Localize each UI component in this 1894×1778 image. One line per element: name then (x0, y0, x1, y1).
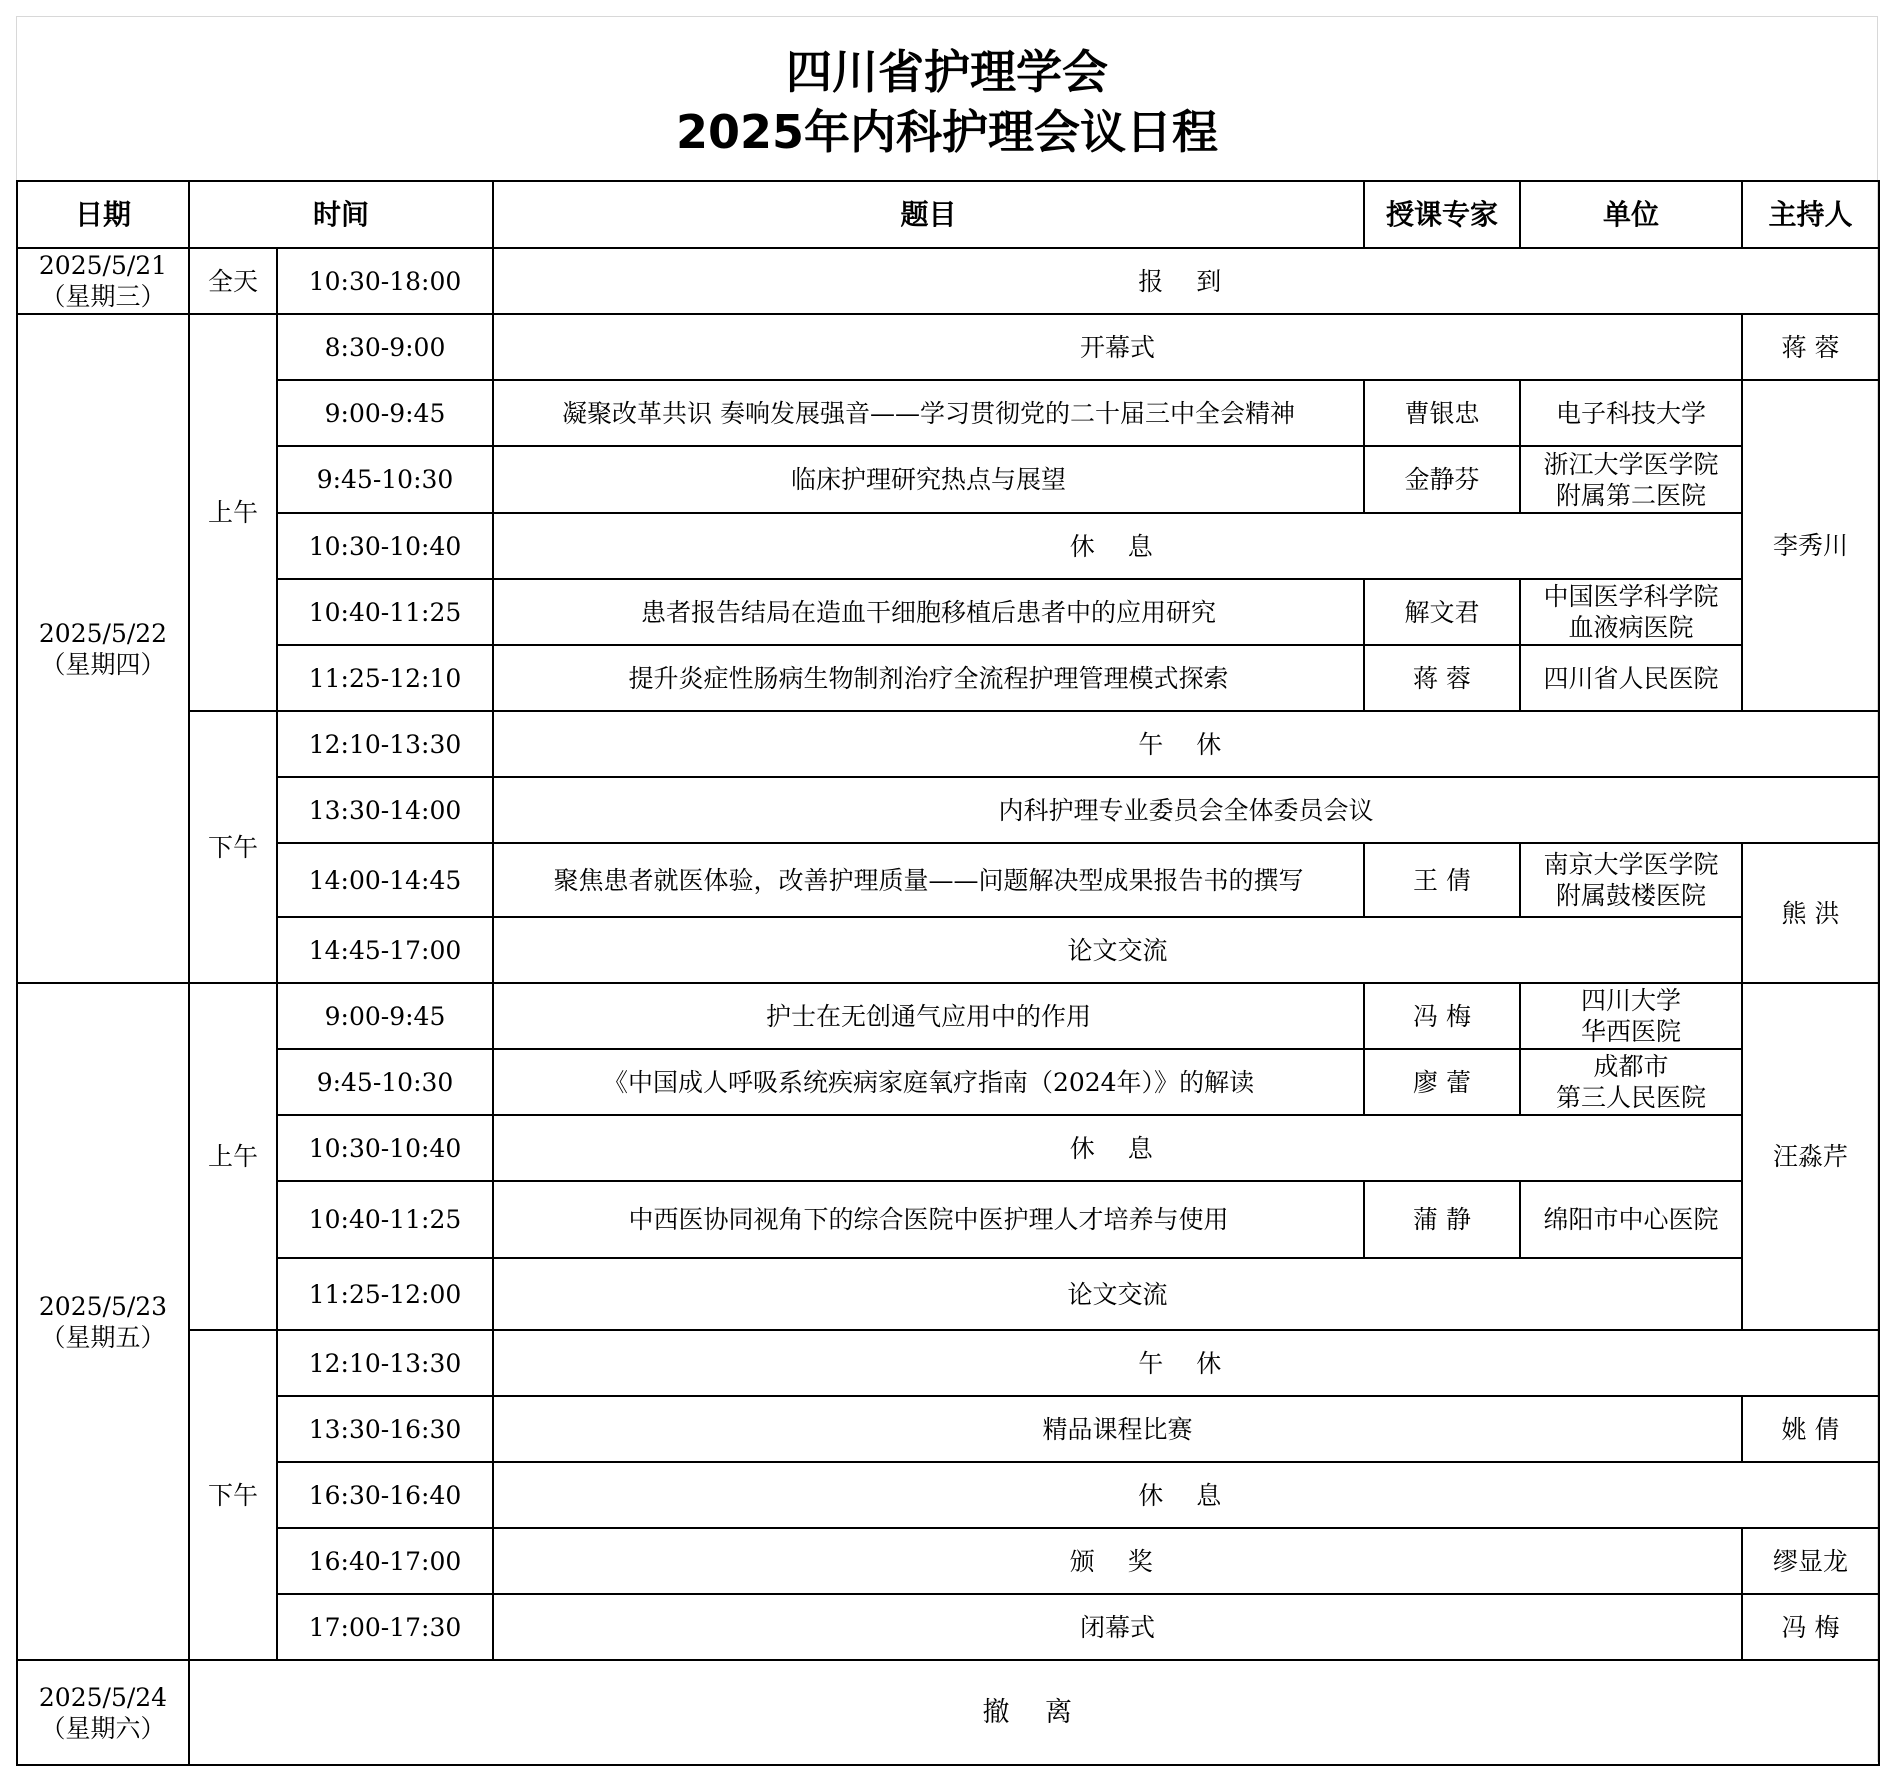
time-cell: 9:45-10:30 (277, 446, 493, 513)
time-cell: 9:45-10:30 (277, 1049, 493, 1115)
table-row (17, 917, 1879, 983)
period-cell: 全天 (189, 248, 277, 314)
unit-cell: 成都市 第三人民医院 (1520, 1049, 1742, 1115)
date-cell: 2025/5/24 （星期六） (17, 1660, 189, 1765)
time-cell: 10:30-10:40 (277, 1115, 493, 1181)
topic-cell: 中西医协同视角下的综合医院中医护理人才培养与使用 (493, 1181, 1364, 1258)
page-title-line1: 四川省护理学会 (786, 45, 1108, 99)
expert-cell: 蒋 蓉 (1364, 645, 1520, 711)
header-host: 主持人 (1742, 181, 1879, 248)
topic-cell: 颁 奖 (493, 1528, 1742, 1594)
schedule-table (16, 180, 1880, 1766)
time-cell: 9:00-9:45 (277, 983, 493, 1049)
expert-cell: 金静芬 (1364, 446, 1520, 513)
table-row (17, 579, 1879, 645)
time-cell: 13:30-16:30 (277, 1396, 493, 1462)
topic-cell: 休 息 (493, 513, 1742, 579)
table-row (17, 777, 1879, 843)
table-row (17, 248, 1879, 314)
topic-cell: 精品课程比赛 (493, 1396, 1742, 1462)
table-row (17, 1528, 1879, 1594)
expert-cell: 曹银忠 (1364, 380, 1520, 446)
table-row (17, 1330, 1879, 1396)
table-row (17, 645, 1879, 711)
table-row (17, 1115, 1879, 1181)
unit-cell: 浙江大学医学院 附属第二医院 (1520, 446, 1742, 513)
host-cell: 冯 梅 (1742, 1594, 1879, 1660)
header-date: 日期 (17, 181, 189, 248)
header-topic: 题目 (493, 181, 1364, 248)
unit-cell: 绵阳市中心医院 (1520, 1181, 1742, 1258)
time-cell: 14:45-17:00 (277, 917, 493, 983)
topic-cell: 休 息 (493, 1115, 1742, 1181)
topic-cell: 患者报告结局在造血干细胞移植后患者中的应用研究 (493, 579, 1364, 645)
time-cell: 10:30-10:40 (277, 513, 493, 579)
topic-cell: 休 息 (493, 1462, 1879, 1528)
table-row (17, 843, 1879, 917)
unit-cell: 中国医学科学院 血液病医院 (1520, 579, 1742, 645)
table-row (17, 1660, 1879, 1765)
topic-cell: 聚焦患者就医体验，改善护理质量——问题解决型成果报告书的撰写 (493, 843, 1364, 917)
unit-cell: 电子科技大学 (1520, 380, 1742, 446)
date-cell: 2025/5/21 （星期三） (17, 248, 189, 314)
table-row (17, 1181, 1879, 1258)
topic-cell: 开幕式 (493, 314, 1742, 380)
period-cell: 上午 (189, 983, 277, 1330)
time-cell: 17:00-17:30 (277, 1594, 493, 1660)
table-row (17, 711, 1879, 777)
host-cell: 缪显龙 (1742, 1528, 1879, 1594)
host-cell: 熊 洪 (1742, 843, 1879, 983)
header-row (17, 181, 1879, 248)
topic-cell: 内科护理专业委员会全体委员会议 (493, 777, 1879, 843)
table-row (17, 1258, 1879, 1330)
topic-cell: 午 休 (493, 711, 1879, 777)
header-unit: 单位 (1520, 181, 1742, 248)
expert-cell: 蒲 静 (1364, 1181, 1520, 1258)
period-cell: 下午 (189, 1330, 277, 1660)
time-cell: 8:30-9:00 (277, 314, 493, 380)
unit-cell: 南京大学医学院 附属鼓楼医院 (1520, 843, 1742, 917)
host-cell: 蒋 蓉 (1742, 314, 1879, 380)
table-row (17, 446, 1879, 513)
time-cell: 12:10-13:30 (277, 1330, 493, 1396)
topic-cell: 论文交流 (493, 1258, 1742, 1330)
table-row (17, 314, 1879, 380)
table-row (17, 1049, 1879, 1115)
time-cell: 16:40-17:00 (277, 1528, 493, 1594)
expert-cell: 王 倩 (1364, 843, 1520, 917)
topic-cell: 撤 离 (189, 1660, 1879, 1765)
period-cell: 上午 (189, 314, 277, 711)
expert-cell: 廖 蕾 (1364, 1049, 1520, 1115)
time-cell: 10:30-18:00 (277, 248, 493, 314)
topic-cell: 护士在无创通气应用中的作用 (493, 983, 1364, 1049)
time-cell: 11:25-12:00 (277, 1258, 493, 1330)
unit-cell: 四川省人民医院 (1520, 645, 1742, 711)
host-cell: 姚 倩 (1742, 1396, 1879, 1462)
table-row (17, 380, 1879, 446)
time-cell: 10:40-11:25 (277, 1181, 493, 1258)
host-cell: 汪淼芹 (1742, 983, 1879, 1330)
date-cell: 2025/5/23 （星期五） (17, 983, 189, 1660)
header-expert: 授课专家 (1364, 181, 1520, 248)
page-title-line2: 2025年内科护理会议日程 (675, 105, 1219, 159)
time-cell: 11:25-12:10 (277, 645, 493, 711)
topic-cell: 论文交流 (493, 917, 1742, 983)
table-row (17, 1396, 1879, 1462)
table-row (17, 983, 1879, 1049)
expert-cell: 冯 梅 (1364, 983, 1520, 1049)
time-cell: 9:00-9:45 (277, 380, 493, 446)
table-row (17, 513, 1879, 579)
topic-cell: 闭幕式 (493, 1594, 1742, 1660)
topic-cell: 午 休 (493, 1330, 1879, 1396)
topic-cell: 提升炎症性肠病生物制剂治疗全流程护理管理模式探索 (493, 645, 1364, 711)
period-cell: 下午 (189, 711, 277, 983)
time-cell: 16:30-16:40 (277, 1462, 493, 1528)
topic-cell: 报 到 (493, 248, 1879, 314)
host-cell: 李秀川 (1742, 380, 1879, 711)
topic-cell: 临床护理研究热点与展望 (493, 446, 1364, 513)
table-row (17, 1594, 1879, 1660)
time-cell: 12:10-13:30 (277, 711, 493, 777)
time-cell: 13:30-14:00 (277, 777, 493, 843)
expert-cell: 解文君 (1364, 579, 1520, 645)
topic-cell: 凝聚改革共识 奏响发展强音——学习贯彻党的二十届三中全会精神 (493, 380, 1364, 446)
topic-cell: 《中国成人呼吸系统疾病家庭氧疗指南（2024年）》的解读 (493, 1049, 1364, 1115)
header-time: 时间 (189, 181, 493, 248)
time-cell: 14:00-14:45 (277, 843, 493, 917)
time-cell: 10:40-11:25 (277, 579, 493, 645)
date-cell: 2025/5/22 （星期四） (17, 314, 189, 983)
table-row (17, 1462, 1879, 1528)
unit-cell: 四川大学 华西医院 (1520, 983, 1742, 1049)
